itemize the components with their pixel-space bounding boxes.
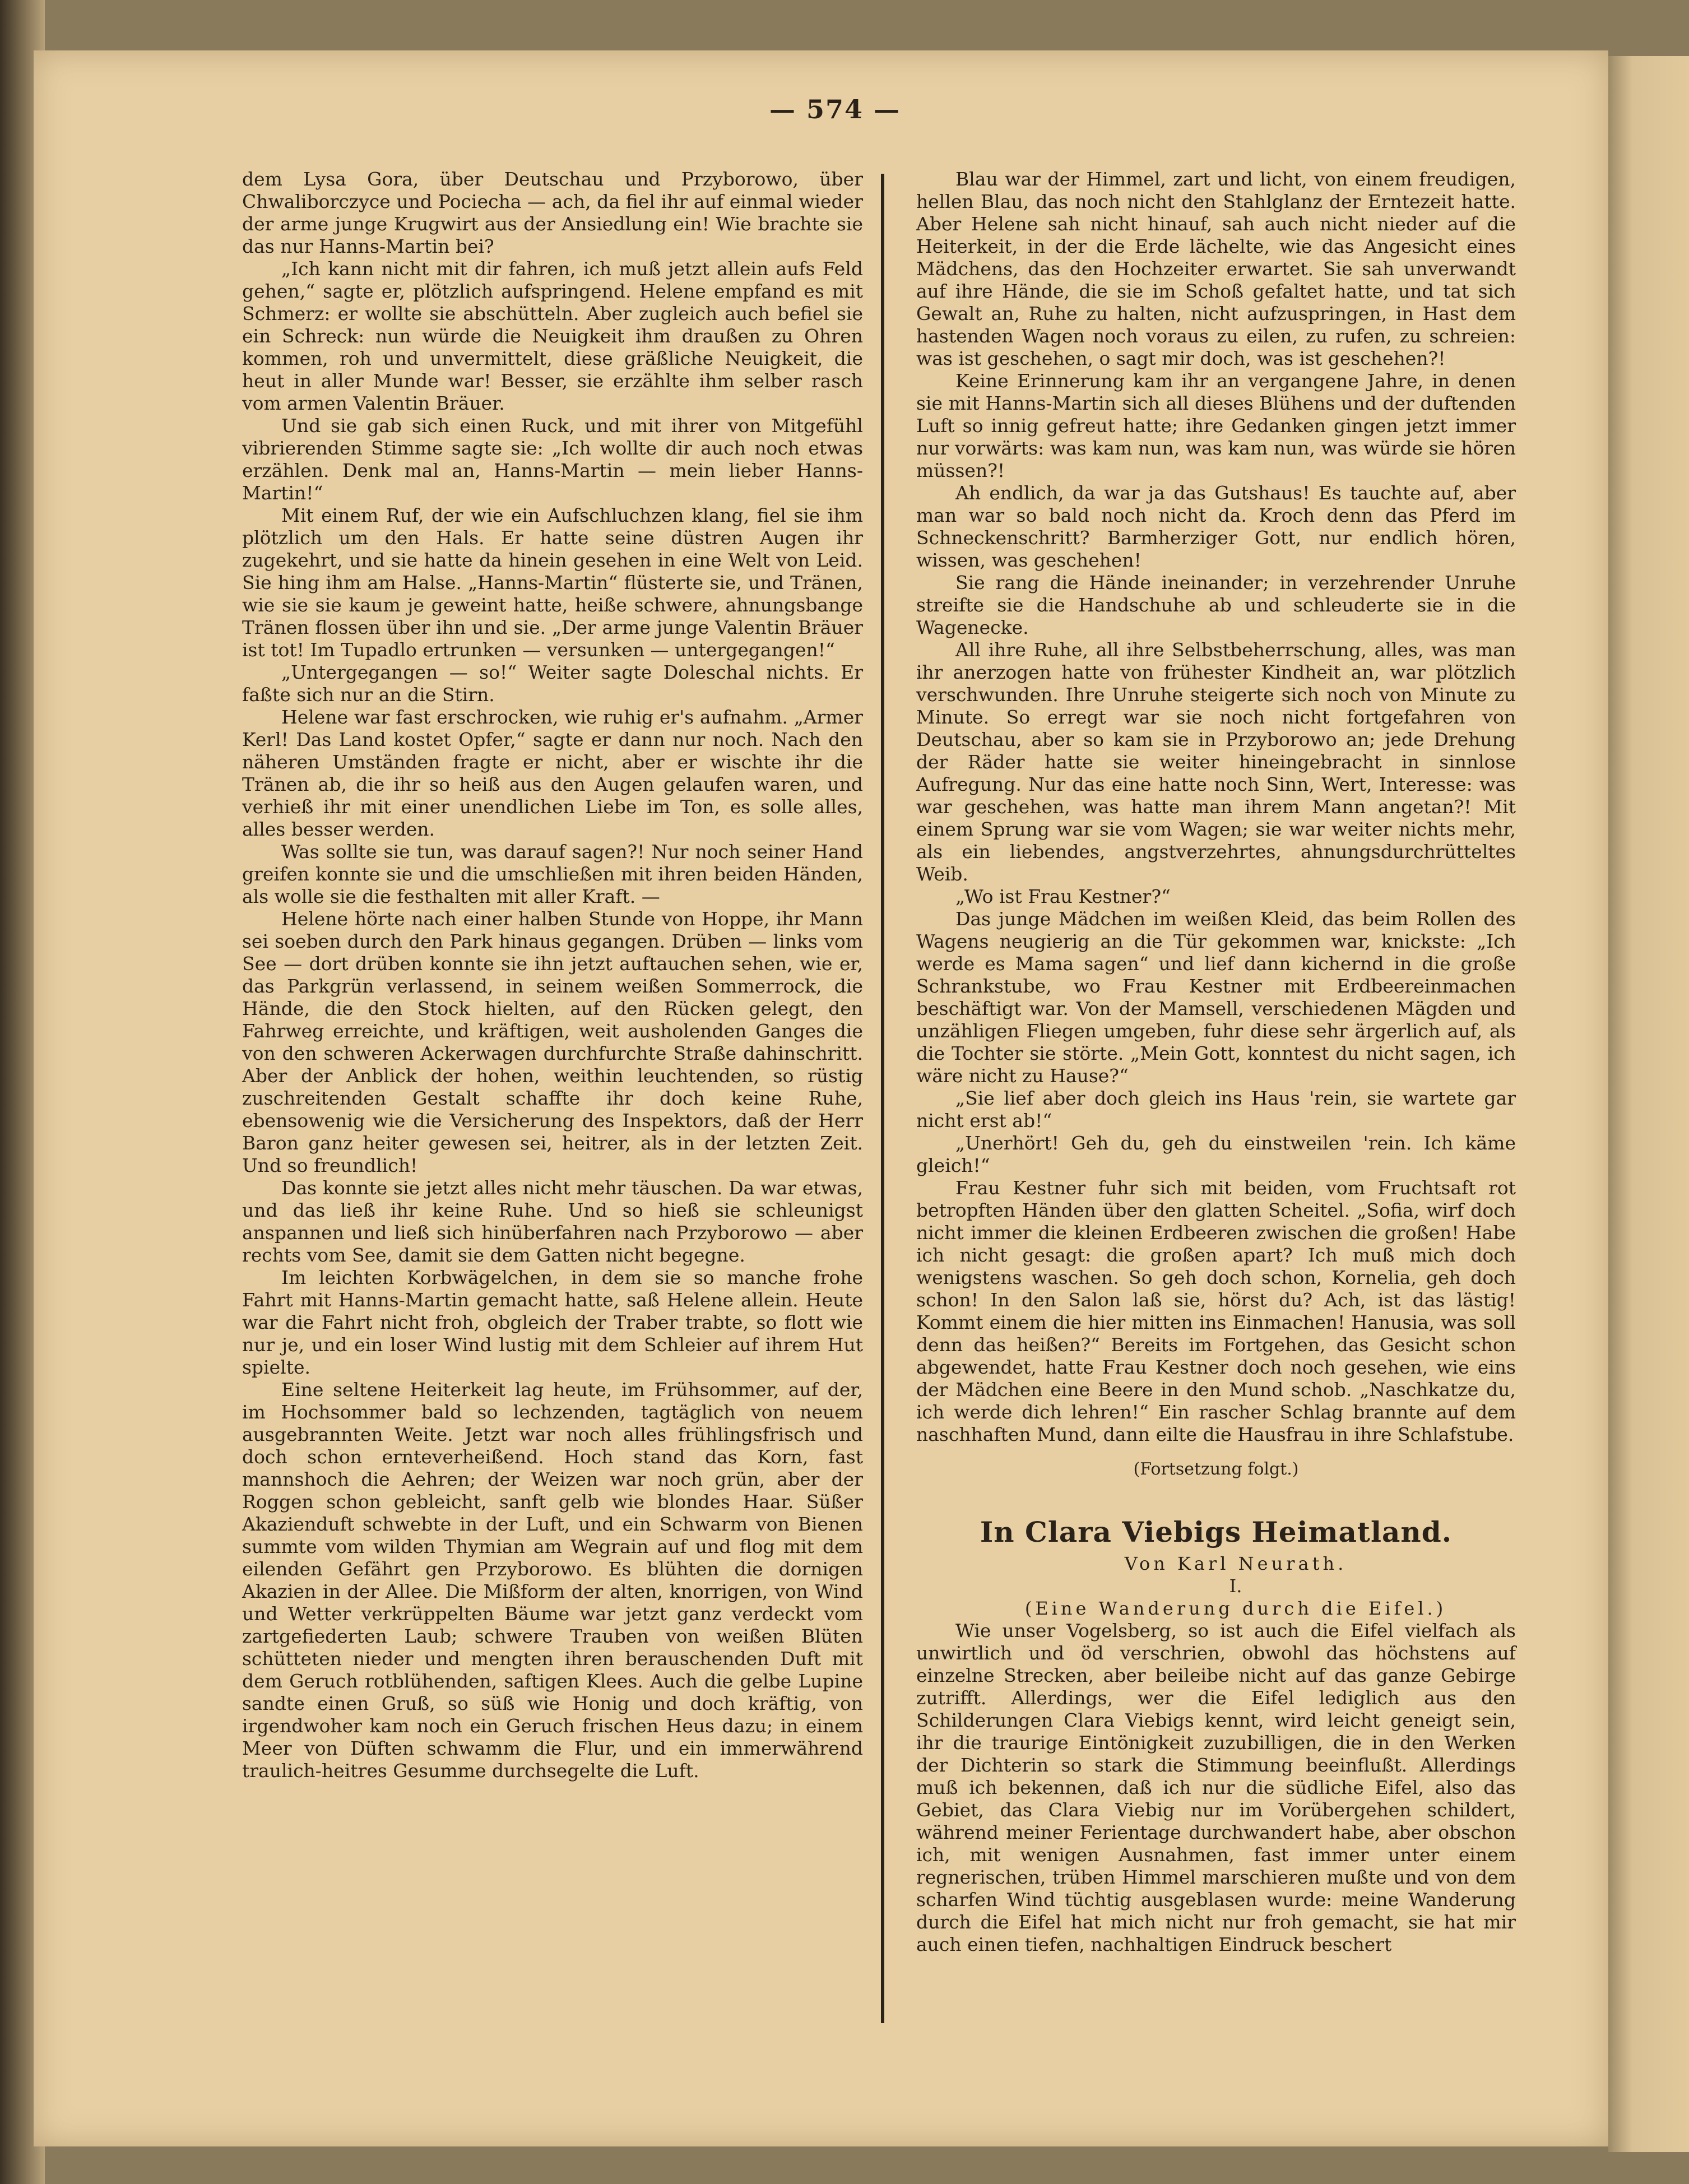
left-column: [242, 168, 863, 1782]
article-title: In Clara Viebigs Heimatland.: [980, 1515, 1453, 1548]
column-divider: [881, 174, 884, 2023]
paragraph: Ah endlich, da war ja das Gutshaus! Es tauchte auf, aber man war so bald noch nicht da. Kroch denn das Pferd im Schneckenschritt? Barmherziger Gott, nur endlich hören, wissen, was geschehen!: [916, 482, 1516, 571]
paragraph: Blau war der Himmel, zart und licht, von einem freudigen, hellen Blau, das noch nicht den Stahlglanz der Erntezeit hatte. Aber Helene sah nicht hinauf, sah auch nicht nieder auf die Heiterkeit, in der die Erde lächelte, wie das Angesicht eines Mädchens, das den Hochzeiter erwartet. Sie sah unverwandt auf ihre Hände, die sie im Schoß gefaltet hatte, und tat sich Gewalt an, Ruhe zu halten, nicht aufzuspringen, in Hast dem hastenden Wagen noch voraus zu eilen, zu rufen, zu schreien: was ist geschehen, o sagt mir doch, was ist geschehen?!: [916, 168, 1516, 369]
continuation-note: (Fortsetzung folgt.): [1133, 1459, 1299, 1479]
paragraph: „Sie lief aber doch gleich ins Haus 'rein, sie wartete gar nicht erst ab!“: [916, 1087, 1516, 1132]
right-column: [916, 168, 1516, 1956]
article-subtitle: (Eine Wanderung durch die Eifel.): [1024, 1598, 1447, 1619]
paragraph: Sie rang die Hände ineinander; in verzehrender Unruhe streifte sie die Handschuhe ab und schleuderte sie in die Wagenecke.: [916, 572, 1516, 638]
paragraph: Und sie gab sich einen Ruck, und mit ihrer von Mitgefühl vibrierenden Stimme sagte sie: „Ich wollte dir auch noch etwas erzählen. Denk mal an, Hanns-Martin — mein lieber Hanns-Martin!“: [242, 415, 863, 504]
paragraph: Wie unser Vogelsberg, so ist auch die Eifel vielfach als unwirtlich und öd verschrien, obwohl das höchstens auf einzelne Strecken, aber beileibe nicht auf das ganze Gebirge zutrifft. Allerdings, wer die Eifel lediglich aus den Schilderungen Clara Viebigs kennt, wird leicht geneigt sein, ihr die traurige Eintönigkeit zuzubilligen, die in den Werken der Dichterin so stark die Stimmung beeinflußt. Allerdings muß ich bekennen, daß ich nur die südliche Eifel, also das Gebiet, das Clara Viebig nur im Vorübergehen schildert, während meiner Ferientage durchwandert habe, aber obschon ich, mit wenigen Ausnahmen, fast immer unter einem regnerischen, trüben Himmel marschieren mußte und von dem scharfen Wind tüchtig ausgeblasen wurde: meine Wanderung durch die Eifel hat mich nicht nur froh gemacht, sie hat mir auch einen tiefen, nachhaltigen Eindruck beschert: [916, 1620, 1516, 1955]
page-number: — 574 —: [769, 94, 901, 124]
paragraph: „Wo ist Frau Kestner?“: [955, 885, 1171, 907]
paragraph: Mit einem Ruf, der wie ein Aufschluchzen klang, fiel sie ihm plötzlich um den Hals. Er hatte seine düstren Augen ihr zugekehrt, und sie hatte da hinein gesehen in eine Welt von Leid. Sie hing ihm am Halse. „Hanns-Martin“ flüsterte sie, und Tränen, wie sie sie kaum je geweint hatte, heiße schwere, ahnungsbange Tränen flossen über ihn und sie. „Der arme junge Valentin Bräuer ist tot! Im Tupadlo ertrunken — versunken — untergegangen!“: [242, 504, 863, 661]
paragraph: Im leichten Korbwägelchen, in dem sie so manche frohe Fahrt mit Hanns-Martin gemacht hatte, saß Helene allein. Heute war die Fahrt nicht froh, obgleich der Traber trabte, so flott wie nur je, und ein loser Wind lustig mit dem Schleier auf ihrem Hut spielte.: [242, 1267, 863, 1378]
paragraph: „Unerhört! Geh du, geh du einstweilen 'rein. Ich käme gleich!“: [916, 1132, 1516, 1176]
paragraph: Das junge Mädchen im weißen Kleid, das beim Rollen des Wagens neugierig an die Tür gekommen war, knickste: „Ich werde es Mama sagen“ und lief dann kichernd in die große Schrankstube, wo Frau Kestner mit Erdbeereinmachen beschäftigt war. Von der Mamsell, verschiedenen Mägden und unzähligen Fliegen umgeben, fuhr diese sehr ärgerlich auf, als die Tochter sie störte. „Mein Gott, konntest du nicht sagen, ich wäre nicht zu Hause?“: [916, 908, 1516, 1087]
paragraph: Was sollte sie tun, was darauf sagen?! Nur noch seiner Hand greifen konnte sie und die umschließen mit ihren beiden Händen, als wolle sie die festhalten mit aller Kraft. —: [242, 841, 863, 907]
paragraph: Frau Kestner fuhr sich mit beiden, vom Fruchtsaft rot betropften Händen über den glatten Scheitel. „Sofia, wirf doch nicht immer die kleinen Erdbeeren zwischen die großen! Habe ich nicht gesagt: die großen apart? Ich muß mich doch wenigstens waschen. So geh doch schon, Kornelia, geh doch schon! In den Salon laß sie, hörst du? Ach, ist das lästig! Kommt einem die hier mitten ins Einmachen! Hanusia, was soll denn das heißen?“ Bereits im Fortgehen, das Gesicht schon abgewendet, hatte Frau Kestner doch noch gesehen, wie eins der Mädchen eine Beere in den Mund schob. „Naschkatze du, ich werde dich lehren!“ Ein rascher Schlag brannte auf dem naschhaften Mund, dann eilte die Hausfrau in ihre Schlafstube.: [916, 1177, 1516, 1445]
paragraph: „Ich kann nicht mit dir fahren, ich muß jetzt allein aufs Feld gehen,“ sagte er, plötzlich aufspringend. Helene empfand es mit Schmerz: er wollte sie abschütteln. Aber zugleich auch befiel sie ein Schreck: nun würde die Neuigkeit ihm draußen zu Ohren kommen, roh und unvermittelt, diese gräßliche Neuigkeit, die heut in aller Munde war! Besser, sie erzählte ihm selber rasch vom armen Valentin Bräuer.: [242, 258, 863, 414]
paragraph: Helene hörte nach einer halben Stunde von Hoppe, ihr Mann sei soeben durch den Park hinaus gegangen. Drüben — links vom See — dort drüben konnte sie ihn jetzt auftauchen sehen, wie er, das Parkgrün verlassend, in seinem weißen Sommerrock, die Hände, die den Stock hielten, auf den Rücken gelegt, den Fahrweg erreichte, und kräftigen, weit ausholenden Ganges die von den schweren Ackerwagen durchfurchte Straße dahinschritt. Aber der Anblick der hohen, weithin leuchtenden, so rüstig zuschreitenden Gestalt schaffte ihr doch keine Ruhe, ebensowenig wie die Versicherung des Inspektors, daß der Herr Baron ganz heiter gewesen sei, heitrer, als in der letzten Zeit. Und so freundlich!: [242, 908, 863, 1176]
paragraph: „Untergegangen — so!“ Weiter sagte Doleschal nichts. Er faßte sich nur an die Stirn.: [242, 661, 863, 706]
adjacent-page-edge: [1608, 56, 1689, 2152]
article-author: Von Karl Neurath.: [1124, 1553, 1347, 1574]
paragraph: Helene war fast erschrocken, wie ruhig er's aufnahm. „Armer Kerl! Das Land kostet Opfer,“ sagte er dann nur noch. Nach den näheren Umständen fragte er nicht, aber er wischte ihr die Tränen ab, die ihr so heiß aus den Augen gelaufen waren, und verhieß ihr mit einer unendlichen Liebe im Ton, es solle alles, alles besser werden.: [242, 706, 863, 840]
paragraph: Keine Erinnerung kam ihr an vergangene Jahre, in denen sie mit Hanns-Martin sich all dieses Blühens und der duftenden Luft so innig gefreut hatte; ihre Gedanken gingen jetzt immer nur vorwärts: was kam nun, was kam nun, was würde sie hören müssen?!: [916, 370, 1516, 481]
paragraph: All ihre Ruhe, all ihre Selbstbeherrschung, alles, was man ihr anerzogen hatte von frühester Kindheit an, war plötzlich verschwunden. Ihre Unruhe steigerte sich noch von Minute zu Minute. So erregt war sie noch nicht fortgefahren von Deutschau, aber so kam sie in Przyborowo an; jede Drehung der Räder hatte sie weiter hineingebracht in sinnlose Aufregung. Nur das eine hatte noch Sinn, Wert, Interesse: was war geschehen, was hatte man ihrem Mann angetan?! Mit einem Sprung war sie vom Wagen; sie war weiter nichts mehr, als ein liebendes, angstverzehrtes, ahnungsdurchrütteltes Weib.: [916, 639, 1516, 885]
section-number: I.: [1229, 1575, 1242, 1597]
paragraph: Eine seltene Heiterkeit lag heute, im Frühsommer, auf der, im Hochsommer bald so lechzenden, tagtäglich von neuem ausgebrannten Weite. Jetzt war noch alles frühlingsfrisch und doch schon ernteverheißend. Hoch stand das Korn, fast mannshoch die Aehren; der Weizen war noch grün, aber der Roggen schon gebleicht, sanft gelb wie blondes Haar. Süßer Akazienduft schwebte in der Luft, und ein Schwarm von Bienen summte vom wilden Thymian am Wegrain auf und flog mit dem eilenden Gefährt gen Przyborowo. Es blühten die dornigen Akazien in der Allee. Die Mißform der alten, knorrigen, von Wind und Wetter verkrüppelten Bäume war jetzt ganz verdeckt vom zartgefiederten Laub; schwere Trauben von weißen Blüten schütteten nieder und mengten ihren berauschenden Duft mit dem Geruch rotblühenden, saftigen Klees. Auch die gelbe Lupine sandte einen Gruß, so süß wie Honig und doch kräftig, von irgendwoher kam noch ein Geruch frischen Heus dazu; in einem Meer von Düften schwamm die Flur, und ein immerwährend traulich-heitres Gesumme durchsegelte die Luft.: [242, 1379, 863, 1782]
paragraph: Das konnte sie jetzt alles nicht mehr täuschen. Da war etwas, und das ließ ihr keine Ruhe. Und so hieß sie schleunigst anspannen und ließ sich hinüberfahren nach Przyborowo — aber rechts vom See, damit sie dem Gatten nicht begegne.: [242, 1177, 863, 1266]
paragraph: dem Lysa Gora, über Deutschau und Przyborowo, über Chwaliborczyce und Pociecha — ach, da fiel ihr auf einmal wieder der arme junge Krugwirt aus der Ansiedlung ein! Wie brachte sie das nur Hanns-Martin bei?: [242, 168, 863, 257]
